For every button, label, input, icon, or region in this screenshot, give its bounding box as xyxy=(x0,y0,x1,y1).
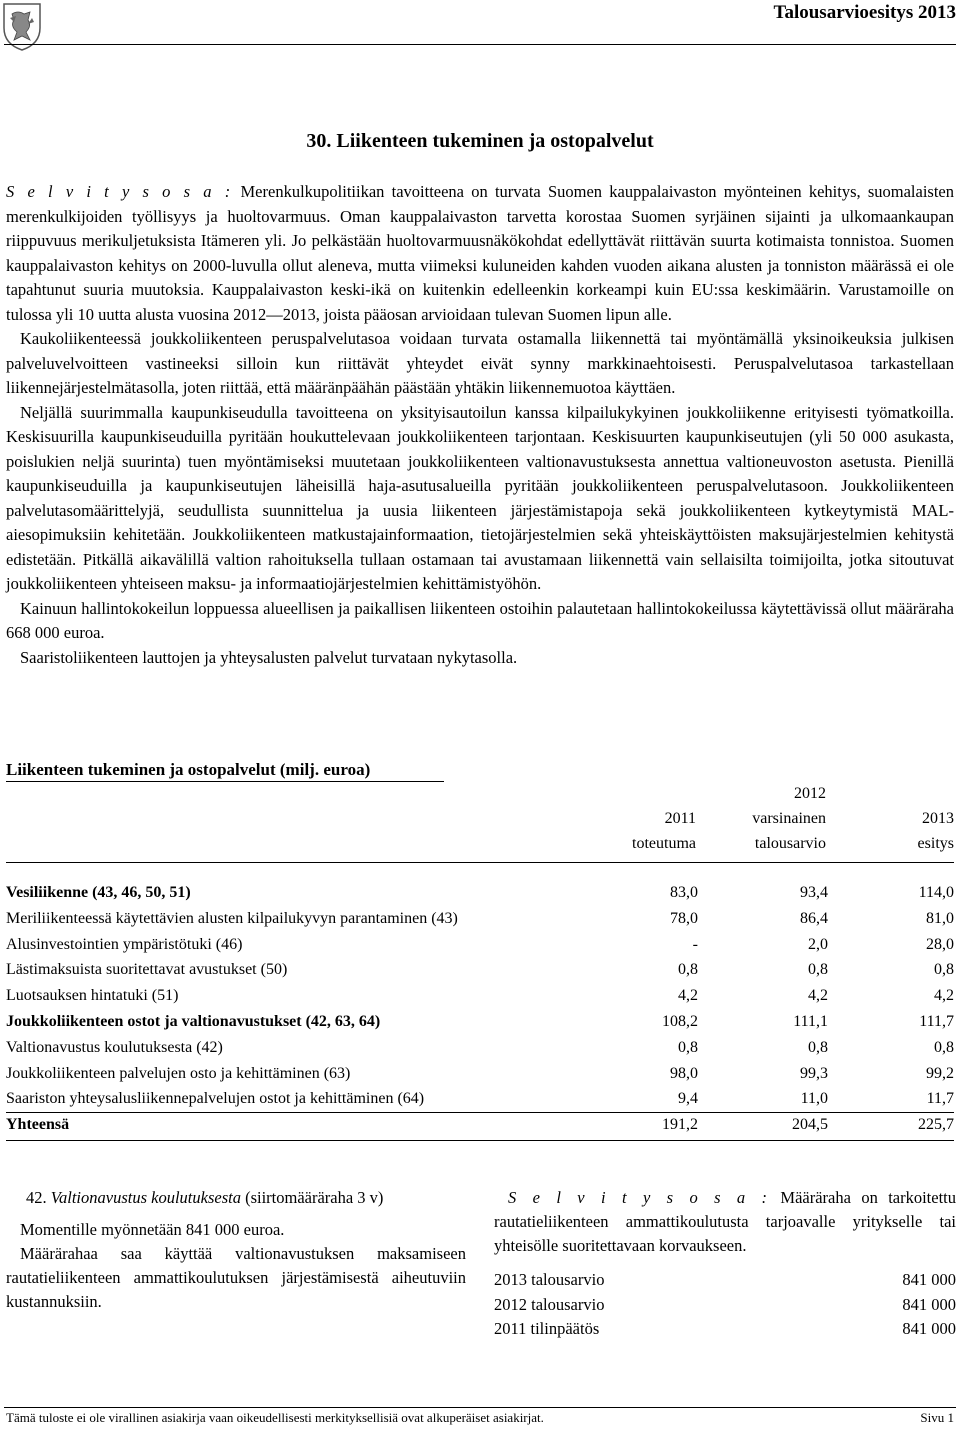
table-header-divider xyxy=(6,862,954,863)
value-2012: 2,0 xyxy=(808,935,828,953)
intro-paragraph-4: Kainuun hallintokokeilun loppuessa alueellisen ja paikallisen liikenteen ostoihin palautetaan hallintokokeilussa käytettävissä ollut määräraha 668 000 euroa. xyxy=(6,598,954,642)
footer-divider xyxy=(4,1407,956,1408)
column-header-2012: 2012 varsinainen talousarvio xyxy=(752,785,826,852)
value-2011: 0,8 xyxy=(678,961,698,979)
value-2013: 4,2 xyxy=(934,987,954,1005)
table-row xyxy=(6,932,954,958)
intro-paragraph-3: Neljällä suurimmalla kaupunkiseudulla tavoitteena on yksityisautoilun kanssa kilpailukykyinen joukkoliikenne erityisesti työmatkoilla. Keskisuurilla kaupunkiseuduilla pyritään houkuttelevaan joukkoliikenteen tarjontaan. Keskisuurten kaupunkiseutujen (yli 50 000 asukasta, poislukien neljä suurinta) tuen myöntämiseksi muutetaan joukkoliikenteen valtionavustuksesta annettua valtioneuvoston asetusta. Pienillä kaupunkiseuduilla ja kaupunkiseutujen läheisillä haja-asutusalueilla pyritään joukkoliikenteen peruspalvelutasoon. Joukkoliikenteen palvelutasomäärittelyjä, seudullista suunnittelua ja uusia liikenteen järjestämistapoja sekä joukkoliikenteen kytkeytymistä MAL-aiesopimuksiin kehitetään. Joukkoliikenteen matkustajainformaation, tietojärjestelmien sekä yhteiskäyttöisten maksujärjestelmien kehitystä edistetään. Pitkällä aikavälillä valtion rahoituksella tullaan ostamaan tai avustamaan liikennettä vain sellaisilta toimijoilta, jotka sitoutuvat joukkoliikenteen yhteiseen maksu- ja informaatiojärjestelmien kehittämistyöhön. xyxy=(6,402,954,593)
value-2012: 0,8 xyxy=(808,961,828,979)
value-2012: 0,8 xyxy=(808,1038,828,1056)
value-2011: 83,0 xyxy=(670,884,698,901)
moment-title: Valtionavustus koulutuksesta xyxy=(50,1188,241,1207)
moment-42-budget-list xyxy=(494,1268,956,1342)
value-2013: 28,0 xyxy=(926,935,954,953)
value-2011: 98,0 xyxy=(670,1064,698,1082)
table-row xyxy=(6,1112,954,1138)
table-row xyxy=(6,1009,954,1035)
table-title: Liikenteen tukeminen ja ostopalvelut (milj. euroa) xyxy=(6,760,371,779)
value-2013: 0,8 xyxy=(934,961,954,979)
table-title-underline xyxy=(6,781,444,782)
moment-number: 42. xyxy=(26,1188,47,1207)
value-2013: 225,7 xyxy=(918,1116,954,1134)
column-header-2013: 2013 esitys xyxy=(917,810,954,852)
row-label: Alusinvestointien ympäristötuki (46) xyxy=(6,935,243,953)
value-2011: 0,8 xyxy=(678,1038,698,1056)
table-row xyxy=(6,1035,954,1061)
intro-paragraph-1-text: Merenkulkupolitiikan tavoitteena on turvata Suomen kauppalaivaston myönteinen kehitys, suomalaisten merenkulkijoiden työllisyys ja huoltovarmuus. Oman kauppalaivaston tarvetta korostaa Suomen syrjäinen sijainti ja ulkomaankaupan riippuvuus merikuljetuksista Itämeren yli. Jo pelkästään huoltovarmuusnäkökohdat edellyttävät riittävän suurta kotimaista tonnistoa. Suomen kauppalaivaston kehitys on 2000-luvulla ollut aleneva, mutta viimeksi kuluneiden kahden vuoden aikana alusten ja tonniston määrässä ei ole tapahtunut suuria muutoksia. Kauppalaivaston keski-ikä on kuitenkin edelleenkin korkeampi kuin EU:ssa keskimäärin. Varustamoille on tulossa yli 10 uutta alusta vuosina 2012—2013, joista pääosan arvioidaan tulevan Suomen lipun alle. xyxy=(6,182,955,324)
value-2012: 204,5 xyxy=(792,1116,828,1134)
budget-table xyxy=(6,880,954,1138)
row-label: Joukkoliikenteen palvelujen osto ja kehittäminen (63) xyxy=(6,1064,351,1082)
section-title: 30. Liikenteen tukeminen ja ostopalvelut xyxy=(306,130,654,152)
value-2011: 108,2 xyxy=(662,1012,698,1030)
value-2012: 11,0 xyxy=(800,1090,828,1108)
intro-paragraph-2: Kaukoliikenteessä joukkoliikenteen peruspalvelutasoa voidaan turvata ostamalla liikennettä tai myöntämällä yksinoikeuksia julkisen palveluvelvoitteen vastineeksi silloin kun riittävät yhteydet eivät synny markkinaehtoisesti. Peruspalvelutasoa tarkastellaan liikennejärjestelmätasolla, joten riittää, että määränpäähän päästään yhtäkin liikennemuotoa käyttäen. xyxy=(6,329,954,397)
value-2012: 111,1 xyxy=(793,1012,828,1030)
table-row xyxy=(6,1061,954,1087)
budget-row: 2012 talousarvio 841 000 xyxy=(494,1294,956,1314)
value-2013: 81,0 xyxy=(926,909,954,927)
value-2012: 86,4 xyxy=(800,909,828,927)
value-2012: 99,3 xyxy=(800,1064,828,1082)
value-2013: 0,8 xyxy=(934,1038,954,1056)
value-2013: 99,2 xyxy=(926,1064,954,1082)
table-bottom-divider xyxy=(6,1140,954,1141)
intro-text xyxy=(6,180,954,670)
table-row xyxy=(6,906,954,932)
intro-paragraph-1 xyxy=(6,180,954,327)
row-label: Luotsauksen hintatuki (51) xyxy=(6,987,179,1005)
budget-row: 2013 talousarvio 841 000 xyxy=(494,1270,956,1289)
value-2011: - xyxy=(692,935,698,953)
row-label: Yhteensä xyxy=(6,1116,70,1134)
value-2013: 114,0 xyxy=(918,884,954,901)
intro-paragraph-5: Saaristoliikenteen lauttojen ja yhteysalusten palvelut turvataan nykytasolla. xyxy=(20,647,518,667)
value-2013: 111,7 xyxy=(919,1012,954,1030)
row-label: Meriliikenteessä käytettävien alusten kilpailukyvyn parantaminen (43) xyxy=(6,909,458,927)
moment-42-selvitys xyxy=(494,1186,956,1258)
moment-42-heading xyxy=(6,1186,466,1210)
column-header-2011: 2011 toteutuma xyxy=(632,810,696,852)
value-2011: 4,2 xyxy=(678,987,698,1005)
document-title: Talousarvioesitys 2013 xyxy=(773,2,956,23)
page-number: Sivu 1 xyxy=(920,1410,954,1425)
row-label: Joukkoliikenteen ostot ja valtionavustukset (42, 63, 64) xyxy=(6,1012,381,1030)
value-2013: 11,7 xyxy=(926,1090,954,1108)
value-2011: 9,4 xyxy=(678,1090,698,1108)
selvitys-text: Määräraha on tarkoitettu rautatieliikenteen ammattikoulutusta tarjoavalle yritykselle tai yhteisölle suoritettavaan korvaukseen. xyxy=(494,1188,957,1255)
header-divider xyxy=(4,44,956,45)
row-label: Lästimaksuista suoritettavat avustukset (50) xyxy=(6,961,288,979)
total-row-divider xyxy=(6,1112,954,1113)
value-2012: 93,4 xyxy=(800,884,828,901)
moment-type: (siirtomääräraha 3 v) xyxy=(245,1188,384,1207)
table-row xyxy=(6,880,954,906)
row-label: Valtionavustus koulutuksesta (42) xyxy=(6,1038,223,1056)
value-2011: 78,0 xyxy=(670,909,698,927)
value-2011: 191,2 xyxy=(662,1116,698,1134)
row-label: Vesiliikenne (43, 46, 50, 51) xyxy=(6,884,191,901)
moment-42-paragraph-2: Määrärahaa saa käyttää valtionavustuksen maksamiseen rautatieliikenteen ammattikoulutuksen järjestämisestä aiheutuviin kustannuksiin. xyxy=(6,1244,466,1311)
selvitysosa-label: S e l v i t y s o s a : xyxy=(6,182,234,201)
footer-disclaimer: Tämä tuloste ei ole virallinen asiakirja vaan oikeudellisesti merkityksellisiä ovat alkuperäiset asiakirjat. xyxy=(6,1410,544,1425)
table-row xyxy=(6,983,954,1009)
value-2012: 4,2 xyxy=(808,987,828,1005)
selvitysosa-label-2: S e l v i t y s o s a : xyxy=(508,1188,771,1207)
budget-row: 2011 tilinpäätös 841 000 xyxy=(494,1319,956,1338)
row-label: Saariston yhteysalusliikennepalvelujen ostot ja kehittäminen (64) xyxy=(6,1090,425,1108)
moment-42-left xyxy=(6,1186,466,1314)
table-row xyxy=(6,957,954,983)
table-row xyxy=(6,1086,954,1112)
moment-42-paragraph-1: Momentille myönnetään 841 000 euroa. xyxy=(20,1220,285,1239)
